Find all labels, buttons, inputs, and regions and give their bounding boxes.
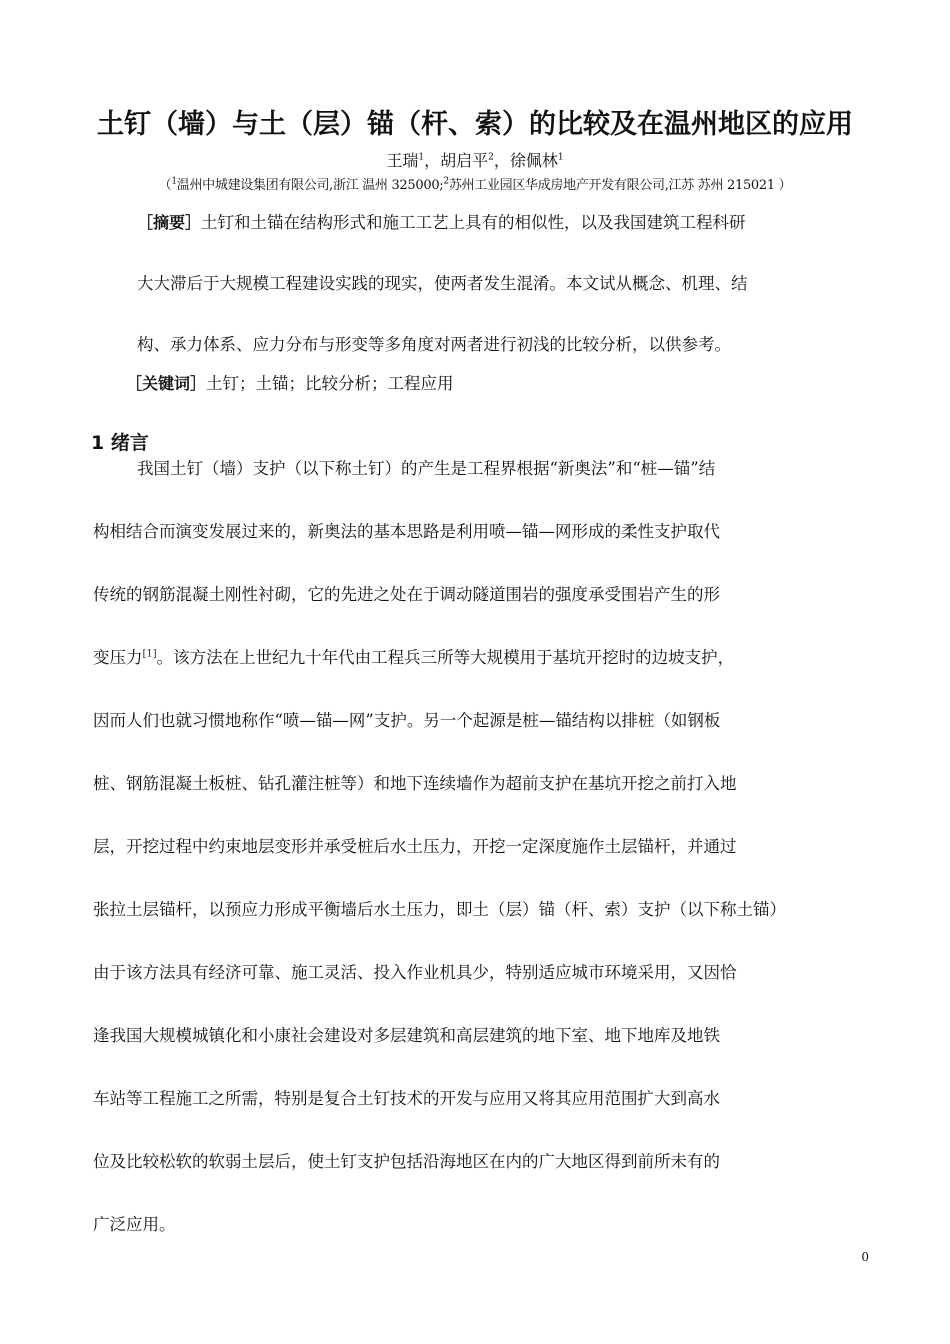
body-line: 广泛应用。 [93,1215,176,1234]
abstract-line: 大大滞后于大规模工程建设实践的现实，使两者发生混淆。本文试从概念、机理、结 [137,274,748,293]
body-line: 因而人们也就习惯地称作“喷—锚—网”支护。另一个起源是桩—锚结构以排桩（如钢板 [93,711,721,730]
abstract-label: ［摘要］ [137,213,202,232]
author-name: ，胡启平 [424,151,489,170]
affiliation-marker: 2 [443,176,449,187]
body-line [93,636,828,699]
page-number: 0 [861,1250,869,1264]
body-line: 张拉土层锚杆，以预应力形成平衡墙后水土压力，即土（层）锚（杆、索）支护（以下称土锚） [93,900,786,919]
author-name: 王瑞 [386,151,419,170]
body-line: 车站等工程施工之所需，特别是复合土钉技术的开发与应用又将其应用范围扩大到高水 [93,1089,720,1108]
body-line: 位及比较松软的软弱土层后，使土钉支护包括沿海地区在内的广大地区得到前所未有的 [93,1152,720,1171]
abstract-block [137,192,837,375]
citation-marker[interactable]: [1] [142,648,157,660]
body-text-fragment: 。该方法在上世纪九十年代由工程兵三所等大规模用于基坑开挖时的边坡支护， [156,648,735,667]
body-line: 我国土钉（墙）支护（以下称土钉）的产生是工程界根据“新奥法”和“桩—锚”结 [137,459,716,478]
body-paragraph [93,447,828,1266]
keywords-text: 土钉；土锚；比较分析；工程应用 [206,374,454,393]
abstract-text: 土钉和土锚在结构形式和施工工艺上具有的相似性，以及我国建筑工程科研 [201,213,746,232]
body-line: 传统的钢筋混凝土刚性衬砌，它的先进之处在于调动隧道围岩的强度承受围岩产生的形 [93,585,720,604]
body-text-fragment: 变压力 [93,648,143,667]
section-heading: 1 绪言 [91,432,149,454]
keywords-label: ［关键词］ [126,374,207,393]
body-line: 逢我国大规模城镇化和小康社会建设对多层建筑和高层建筑的地下室、地下地库及地铁 [93,1026,720,1045]
body-line: 构相结合而演变发展过来的，新奥法的基本思路是利用喷—锚—网形成的柔性支护取代 [93,522,720,541]
author-line [0,148,950,171]
affiliation-marker: 2 [488,152,494,163]
affiliation-marker: 1 [418,152,425,163]
affiliation-marker: 1 [557,152,564,163]
affiliation-org: 温州中城建设集团有限公司,浙江 温州 325000; [176,178,444,193]
affiliation-org: 苏州工业园区华成房地产开发有限公司,江苏 苏州 215021 ） [448,178,792,193]
affiliation-open: （ [158,178,172,193]
body-line: 由于该方法具有经济可靠、施工灵活、投入作业机具少，特别适应城市环境采用，又因恰 [93,963,737,982]
affiliation-marker: 1 [171,176,177,187]
author-name: ，徐佩林 [493,151,558,170]
keywords-line [126,370,454,394]
abstract-line: 构、承力体系、应力分布与形变等多角度对两者进行初浅的比较分析，以供参考。 [137,335,731,354]
body-line: 层，开挖过程中约束地层变形并承受桩后水土压力，开挖一定深度施作土层锚杆，并通过 [93,837,737,856]
abstract-line [137,192,837,253]
body-line: 桩、钢筋混凝土板桩、钻孔灌注桩等）和地下连续墙作为超前支护在基坑开挖之前打入地 [93,774,737,793]
affiliation-line [0,174,950,193]
paper-title: 土钉（墙）与土（层）锚（杆、索）的比较及在温州地区的应用 [97,109,853,140]
